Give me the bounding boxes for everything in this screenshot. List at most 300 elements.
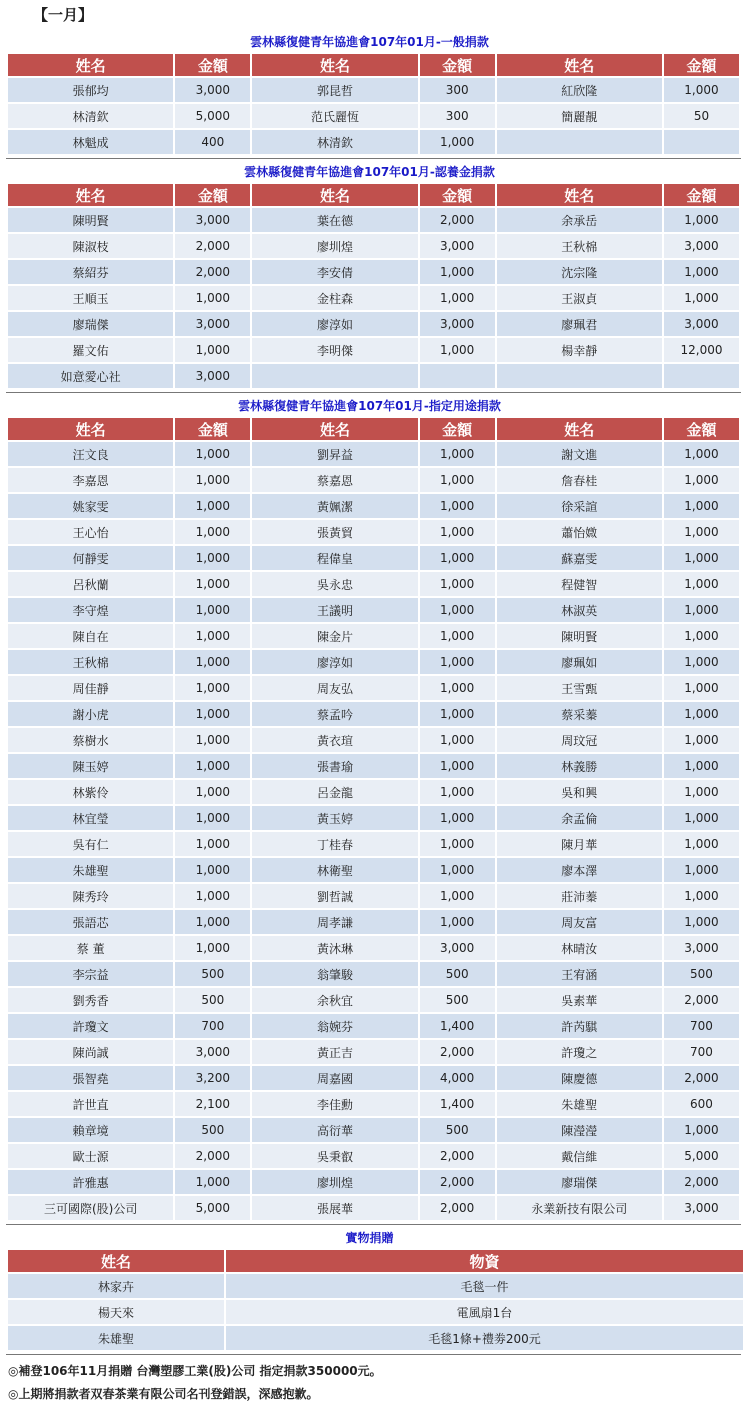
table-row <box>8 1274 743 1298</box>
table-row <box>8 312 739 336</box>
donor-name: 林魁成 <box>8 130 173 154</box>
donation-amount: 1,000 <box>420 546 495 570</box>
donation-amount: 700 <box>664 1014 739 1038</box>
donor-name: 羅文佑 <box>8 338 173 362</box>
divider <box>6 392 741 393</box>
table-row <box>8 208 739 232</box>
donor-name: 吳秉叡 <box>252 1144 417 1168</box>
header-amount: 金額 <box>664 418 739 440</box>
donor-name: 廖瑞傑 <box>497 1170 662 1194</box>
table-row <box>8 1326 743 1350</box>
donor-name: 丁桂春 <box>252 832 417 856</box>
donor-name: 廖淳如 <box>252 312 417 336</box>
table-row <box>8 1092 739 1116</box>
header-amount: 金額 <box>175 418 250 440</box>
donor-name: 黃姵潔 <box>252 494 417 518</box>
donor-name: 周佳靜 <box>8 676 173 700</box>
donor-name: 詹春桂 <box>497 468 662 492</box>
donor-name: 廖圳煌 <box>252 1170 417 1194</box>
donation-amount: 3,000 <box>175 364 250 388</box>
divider <box>6 158 741 159</box>
donation-amount: 1,000 <box>175 884 250 908</box>
table-row <box>8 130 739 154</box>
donor-name: 金柱森 <box>252 286 417 310</box>
donor-name: 郭昆哲 <box>252 78 417 102</box>
table-row <box>8 260 739 284</box>
header-name: 姓名 <box>8 1250 224 1272</box>
table-row <box>8 364 739 388</box>
donation-amount: 1,000 <box>664 624 739 648</box>
table-row <box>8 1144 739 1168</box>
donation-amount: 1,000 <box>175 702 250 726</box>
donor-name: 王議明 <box>252 598 417 622</box>
section-title: 雲林縣復健青年協進會107年01月-一般捐款 <box>250 35 489 49</box>
donation-amount: 1,000 <box>420 754 495 778</box>
donor-name: 林清欽 <box>8 104 173 128</box>
donation-amount: 1,000 <box>175 858 250 882</box>
donor-name: 余承岳 <box>497 208 662 232</box>
donation-amount: 1,400 <box>420 1092 495 1116</box>
donor-name: 楊天來 <box>8 1300 224 1324</box>
header-amount: 金額 <box>175 184 250 206</box>
table-row <box>8 650 739 674</box>
table-row <box>8 806 739 830</box>
donation-amount: 3,000 <box>664 936 739 960</box>
donation-amount: 3,000 <box>175 78 250 102</box>
donation-amount <box>664 364 739 388</box>
donor-name: 蔡 董 <box>8 936 173 960</box>
table-row <box>8 676 739 700</box>
donor-name: 莊沛蓁 <box>497 884 662 908</box>
donation-amount: 2,000 <box>420 208 495 232</box>
donor-name: 王淑貞 <box>497 286 662 310</box>
donor-name: 賴章境 <box>8 1118 173 1142</box>
header-name: 姓名 <box>497 54 662 76</box>
header-item: 物資 <box>226 1250 743 1272</box>
header-amount: 金額 <box>420 418 495 440</box>
donor-name: 黃沐琳 <box>252 936 417 960</box>
donor-name: 陳明賢 <box>497 624 662 648</box>
donor-name: 李明傑 <box>252 338 417 362</box>
donation-amount: 1,000 <box>420 286 495 310</box>
donation-amount: 1,000 <box>664 858 739 882</box>
donor-name: 張郁均 <box>8 78 173 102</box>
designated-donation-section <box>8 396 731 1225</box>
donor-name: 歐士源 <box>8 1144 173 1168</box>
donor-name: 李守煌 <box>8 598 173 622</box>
donation-amount: 1,000 <box>664 754 739 778</box>
donor-name: 劉昇益 <box>252 442 417 466</box>
donor-name: 李宗益 <box>8 962 173 986</box>
donation-amount: 600 <box>664 1092 739 1116</box>
donation-amount: 500 <box>420 988 495 1012</box>
donation-amount: 50 <box>664 104 739 128</box>
donor-name: 戴信維 <box>497 1144 662 1168</box>
donation-amount: 1,000 <box>175 650 250 674</box>
donor-name: 葉在德 <box>252 208 417 232</box>
table-row <box>8 754 739 778</box>
table-row <box>8 832 739 856</box>
donation-amount: 1,000 <box>420 468 495 492</box>
section-title: 雲林縣復健青年協進會107年01月-指定用途捐款 <box>238 399 501 413</box>
donation-amount: 1,000 <box>664 910 739 934</box>
donor-name: 陳尚誠 <box>8 1040 173 1064</box>
donor-name: 三可國際(股)公司 <box>8 1196 173 1220</box>
donation-amount: 1,000 <box>175 806 250 830</box>
donation-amount: 1,000 <box>175 676 250 700</box>
table-row <box>8 780 739 804</box>
table-row <box>8 494 739 518</box>
donor-name: 何靜雯 <box>8 546 173 570</box>
goods-donation-section <box>8 1228 731 1355</box>
donation-amount: 1,000 <box>664 260 739 284</box>
donor-name: 林晴汝 <box>497 936 662 960</box>
donor-name: 蔡孟吟 <box>252 702 417 726</box>
header-name: 姓名 <box>497 184 662 206</box>
donation-amount: 1,000 <box>664 702 739 726</box>
donor-name: 張展華 <box>252 1196 417 1220</box>
donor-name: 廖珮如 <box>497 650 662 674</box>
donor-name: 黃衣瑄 <box>252 728 417 752</box>
donor-name: 廖珮君 <box>497 312 662 336</box>
donation-amount: 1,000 <box>420 260 495 284</box>
donation-amount: 500 <box>664 962 739 986</box>
table-row <box>8 988 739 1012</box>
donor-name: 李嘉恩 <box>8 468 173 492</box>
donor-name: 林衛聖 <box>252 858 417 882</box>
section-title: 實物捐贈 <box>345 1231 394 1245</box>
donation-amount: 1,000 <box>420 858 495 882</box>
donation-amount: 3,000 <box>175 1040 250 1064</box>
donation-amount: 5,000 <box>175 104 250 128</box>
donation-amount: 1,000 <box>420 676 495 700</box>
divider <box>6 1224 741 1225</box>
donor-name: 周嘉國 <box>252 1066 417 1090</box>
donation-amount: 400 <box>175 130 250 154</box>
donation-amount: 1,000 <box>664 520 739 544</box>
table-row <box>8 728 739 752</box>
donation-table <box>6 416 741 1222</box>
donation-amount: 1,000 <box>664 442 739 466</box>
header-amount: 金額 <box>420 54 495 76</box>
donor-name <box>252 364 417 388</box>
donor-name: 張智堯 <box>8 1066 173 1090</box>
donor-name: 黃正吉 <box>252 1040 417 1064</box>
donor-name: 高衍華 <box>252 1118 417 1142</box>
table-row <box>8 702 739 726</box>
donation-amount: 1,000 <box>420 442 495 466</box>
header-row <box>8 184 739 206</box>
table-row <box>8 104 739 128</box>
donor-name: 廖本澤 <box>497 858 662 882</box>
divider <box>6 1354 741 1355</box>
donation-amount: 1,000 <box>175 624 250 648</box>
general-donation-section <box>8 32 731 159</box>
donor-name: 廖淳如 <box>252 650 417 674</box>
donation-amount: 1,000 <box>175 598 250 622</box>
donation-amount: 3,000 <box>420 936 495 960</box>
donor-name: 林家卉 <box>8 1274 224 1298</box>
donation-amount: 500 <box>420 1118 495 1142</box>
goods-table <box>6 1248 745 1352</box>
donation-amount: 1,000 <box>175 520 250 544</box>
donation-amount: 2,000 <box>420 1196 495 1220</box>
donation-amount: 1,000 <box>420 572 495 596</box>
donation-amount: 1,000 <box>664 286 739 310</box>
donation-amount: 1,000 <box>664 494 739 518</box>
donor-name: 許世直 <box>8 1092 173 1116</box>
donor-name: 范氏麗恆 <box>252 104 417 128</box>
header-amount: 金額 <box>175 54 250 76</box>
donation-amount: 700 <box>175 1014 250 1038</box>
donation-amount: 1,000 <box>664 780 739 804</box>
donor-name: 蘇嘉雯 <box>497 546 662 570</box>
table-row <box>8 936 739 960</box>
donor-name: 余孟倫 <box>497 806 662 830</box>
header-row <box>8 418 739 440</box>
table-row <box>8 442 739 466</box>
header-row <box>8 1250 743 1272</box>
donation-amount: 2,000 <box>664 1066 739 1090</box>
donation-amount: 1,000 <box>664 208 739 232</box>
donation-amount: 1,000 <box>175 1170 250 1194</box>
table-row <box>8 1196 739 1220</box>
donor-name: 程偉皇 <box>252 546 417 570</box>
donation-amount: 500 <box>175 1118 250 1142</box>
table-row <box>8 234 739 258</box>
donor-name: 張書瑜 <box>252 754 417 778</box>
donor-name: 周玟冠 <box>497 728 662 752</box>
donation-amount: 1,000 <box>664 468 739 492</box>
donation-amount: 1,000 <box>175 754 250 778</box>
table-row <box>8 1014 739 1038</box>
donation-amount: 1,000 <box>175 338 250 362</box>
donor-name: 陳淑枝 <box>8 234 173 258</box>
donation-amount: 2,000 <box>420 1040 495 1064</box>
donation-amount: 1,000 <box>420 780 495 804</box>
donation-amount: 1,000 <box>420 520 495 544</box>
donation-amount: 500 <box>420 962 495 986</box>
donation-amount: 1,000 <box>664 832 739 856</box>
donation-amount: 1,000 <box>175 728 250 752</box>
donated-item: 毛毯一件 <box>226 1274 743 1298</box>
donation-amount: 500 <box>175 988 250 1012</box>
donor-name: 蔡紹芬 <box>8 260 173 284</box>
donation-amount: 1,000 <box>175 832 250 856</box>
table-row <box>8 1118 739 1142</box>
donation-amount: 2,100 <box>175 1092 250 1116</box>
donor-name: 姚家雯 <box>8 494 173 518</box>
header-amount: 金額 <box>420 184 495 206</box>
donor-name: 周孝謙 <box>252 910 417 934</box>
header-name: 姓名 <box>252 184 417 206</box>
donor-name: 朱雄聖 <box>8 858 173 882</box>
donor-name: 劉秀香 <box>8 988 173 1012</box>
donation-amount: 5,000 <box>664 1144 739 1168</box>
donor-name: 蔡樹水 <box>8 728 173 752</box>
donor-name: 陳玉婷 <box>8 754 173 778</box>
donation-amount: 1,000 <box>175 468 250 492</box>
donation-amount <box>664 130 739 154</box>
donation-amount: 1,000 <box>420 806 495 830</box>
donation-amount: 2,000 <box>664 988 739 1012</box>
donor-name: 王雪甄 <box>497 676 662 700</box>
donation-amount: 1,000 <box>175 572 250 596</box>
donation-amount: 1,400 <box>420 1014 495 1038</box>
donor-name: 陳明賢 <box>8 208 173 232</box>
donation-amount: 2,000 <box>420 1144 495 1168</box>
donor-name: 廖瑞傑 <box>8 312 173 336</box>
donation-amount: 1,000 <box>664 650 739 674</box>
donation-amount: 12,000 <box>664 338 739 362</box>
donation-amount: 1,000 <box>420 702 495 726</box>
table-row <box>8 1040 739 1064</box>
donation-amount: 3,000 <box>175 312 250 336</box>
header-name: 姓名 <box>8 54 173 76</box>
donor-name: 永業新技有限公司 <box>497 1196 662 1220</box>
donor-name: 楊幸靜 <box>497 338 662 362</box>
donor-name: 林紫伶 <box>8 780 173 804</box>
donation-amount: 1,000 <box>420 728 495 752</box>
donor-name: 呂秋蘭 <box>8 572 173 596</box>
donation-amount: 1,000 <box>175 936 250 960</box>
table-row <box>8 858 739 882</box>
donor-name: 汪文良 <box>8 442 173 466</box>
donation-amount: 5,000 <box>175 1196 250 1220</box>
donation-amount: 3,000 <box>664 1196 739 1220</box>
donor-name: 陳秀玲 <box>8 884 173 908</box>
header-amount: 金額 <box>664 184 739 206</box>
donation-amount: 3,000 <box>664 312 739 336</box>
donor-name: 吳素華 <box>497 988 662 1012</box>
note-correction: ◎上期將捐款者双春茶業有限公司名刊登錯誤，深感抱歉。 <box>8 1387 319 1401</box>
donation-amount: 300 <box>420 78 495 102</box>
header-name: 姓名 <box>252 54 417 76</box>
donor-name: 紅欣隆 <box>497 78 662 102</box>
donation-amount: 2,000 <box>175 260 250 284</box>
donation-amount: 500 <box>175 962 250 986</box>
donor-name: 王心怡 <box>8 520 173 544</box>
donation-amount: 1,000 <box>420 130 495 154</box>
donation-amount: 4,000 <box>420 1066 495 1090</box>
donation-amount: 700 <box>664 1040 739 1064</box>
section-title: 雲林縣復健青年協進會107年01月-認養金捐款 <box>244 165 495 179</box>
table-row <box>8 624 739 648</box>
donor-name: 張語芯 <box>8 910 173 934</box>
donor-name <box>497 130 662 154</box>
donor-name: 陳月華 <box>497 832 662 856</box>
donation-amount: 1,000 <box>175 910 250 934</box>
donor-name: 陳瀅瀅 <box>497 1118 662 1142</box>
donor-name: 朱雄聖 <box>497 1092 662 1116</box>
donation-amount: 1,000 <box>420 884 495 908</box>
donation-amount: 3,000 <box>664 234 739 258</box>
donation-amount: 1,000 <box>175 494 250 518</box>
donation-table <box>6 182 741 390</box>
donated-item: 電風扇1台 <box>226 1300 743 1324</box>
donation-amount: 1,000 <box>664 546 739 570</box>
donation-amount: 1,000 <box>420 624 495 648</box>
donation-amount <box>420 364 495 388</box>
table-row <box>8 78 739 102</box>
donor-name: 謝文進 <box>497 442 662 466</box>
donor-name: 陳金片 <box>252 624 417 648</box>
donor-name: 張黃貿 <box>252 520 417 544</box>
donor-name: 翁肇駿 <box>252 962 417 986</box>
donation-amount: 1,000 <box>420 650 495 674</box>
table-row <box>8 1066 739 1090</box>
donor-name: 翁婉芬 <box>252 1014 417 1038</box>
donor-name: 林義勝 <box>497 754 662 778</box>
donor-name: 林清欽 <box>252 130 417 154</box>
donor-name: 王秋棉 <box>8 650 173 674</box>
donated-item: 毛毯1條+禮劵200元 <box>226 1326 743 1350</box>
donation-amount: 3,000 <box>175 208 250 232</box>
donation-amount: 1,000 <box>664 572 739 596</box>
month-label: 【一月】 <box>33 6 94 24</box>
donor-name: 許瓊文 <box>8 1014 173 1038</box>
table-row <box>8 286 739 310</box>
donation-amount: 1,000 <box>420 832 495 856</box>
donor-name: 程健智 <box>497 572 662 596</box>
donor-name: 王秋棉 <box>497 234 662 258</box>
donation-amount: 1,000 <box>420 338 495 362</box>
donor-name: 周友弘 <box>252 676 417 700</box>
donor-name: 蔡采蓁 <box>497 702 662 726</box>
donation-amount: 1,000 <box>664 728 739 752</box>
table-row <box>8 520 739 544</box>
donor-name: 李佳勳 <box>252 1092 417 1116</box>
header-amount: 金額 <box>664 54 739 76</box>
table-row <box>8 962 739 986</box>
donation-amount: 2,000 <box>175 1144 250 1168</box>
donor-name: 周友富 <box>497 910 662 934</box>
table-row <box>8 598 739 622</box>
donation-amount: 1,000 <box>664 806 739 830</box>
donation-amount: 1,000 <box>664 1118 739 1142</box>
donor-name: 余秋宜 <box>252 988 417 1012</box>
donor-name: 廖圳煌 <box>252 234 417 258</box>
donation-amount: 3,000 <box>420 312 495 336</box>
donation-amount: 3,000 <box>420 234 495 258</box>
table-row <box>8 572 739 596</box>
donor-name: 呂金龍 <box>252 780 417 804</box>
donation-amount: 1,000 <box>175 286 250 310</box>
header-row <box>8 54 739 76</box>
note-supplement: ◎補登106年11月捐贈 台灣塑膠工業(股)公司 指定捐款350000元。 <box>8 1364 382 1378</box>
donor-name <box>497 364 662 388</box>
table-row <box>8 1300 743 1324</box>
donation-amount: 1,000 <box>175 780 250 804</box>
donor-name: 許芮騏 <box>497 1014 662 1038</box>
donor-name: 吳有仁 <box>8 832 173 856</box>
donation-amount: 1,000 <box>175 546 250 570</box>
header-name: 姓名 <box>8 418 173 440</box>
donation-amount: 1,000 <box>664 598 739 622</box>
donor-name: 許雅惠 <box>8 1170 173 1194</box>
donation-amount: 1,000 <box>175 442 250 466</box>
table-row <box>8 338 739 362</box>
donor-name: 李安倩 <box>252 260 417 284</box>
donor-name: 許瓊之 <box>497 1040 662 1064</box>
donation-amount: 2,000 <box>420 1170 495 1194</box>
donor-name: 徐采諠 <box>497 494 662 518</box>
donor-name: 吳永忠 <box>252 572 417 596</box>
header-name: 姓名 <box>252 418 417 440</box>
donor-name: 劉哲誠 <box>252 884 417 908</box>
table-row <box>8 468 739 492</box>
donor-name: 陳慶德 <box>497 1066 662 1090</box>
